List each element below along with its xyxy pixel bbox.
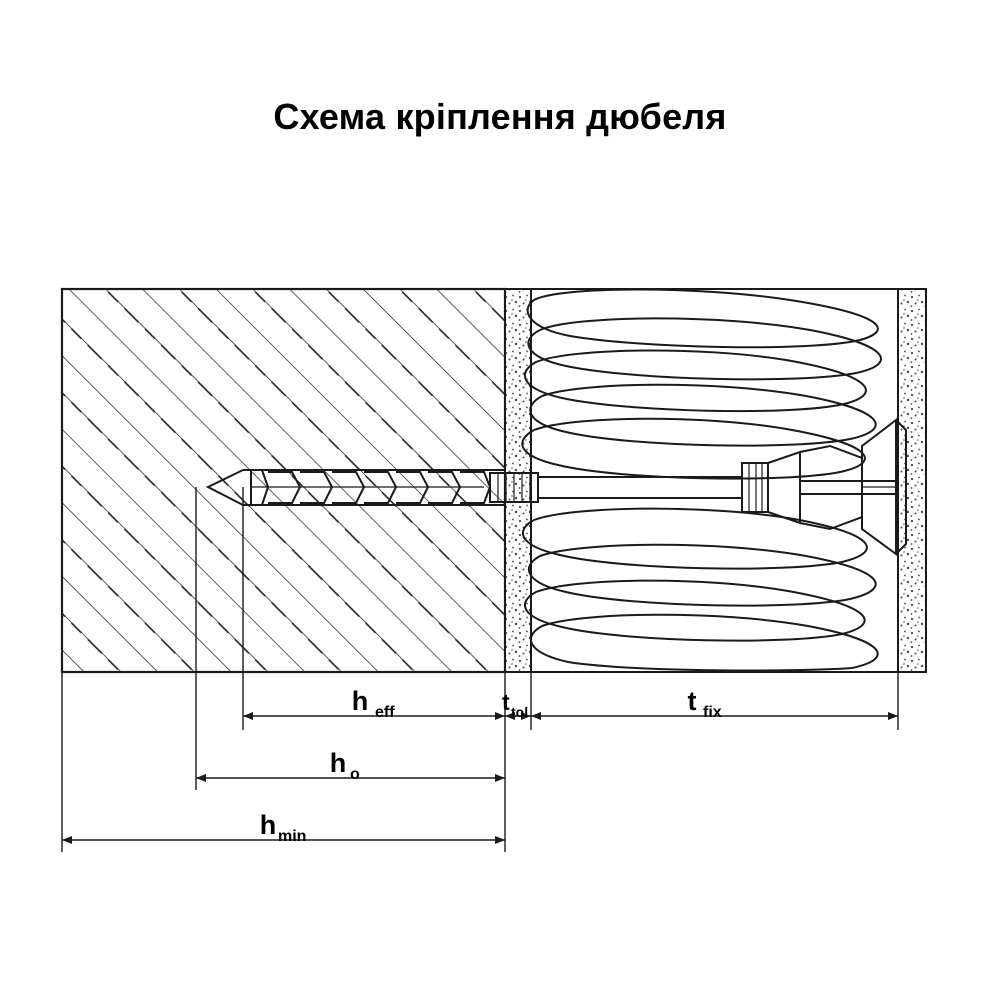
label-hmin-sub: min [278,828,307,845]
plaster-layer [898,289,926,672]
label-heff-sub: eff [375,704,395,721]
label-ho-sub: o [350,766,360,783]
adhesive-layer [505,289,531,672]
label-tfix-sub: fix [703,704,722,721]
label-ttol-base: t [502,689,510,715]
label-hmin-base: h [259,810,277,840]
dimension-labels [260,686,722,845]
page-title: Схема кріплення дюбеля [273,96,727,137]
label-ho-base: h [329,748,347,778]
label-ttol-sub: tol [511,704,529,720]
label-tfix-base: t [687,686,697,716]
wall-section [62,289,505,672]
label-heff-base: h [351,686,369,716]
